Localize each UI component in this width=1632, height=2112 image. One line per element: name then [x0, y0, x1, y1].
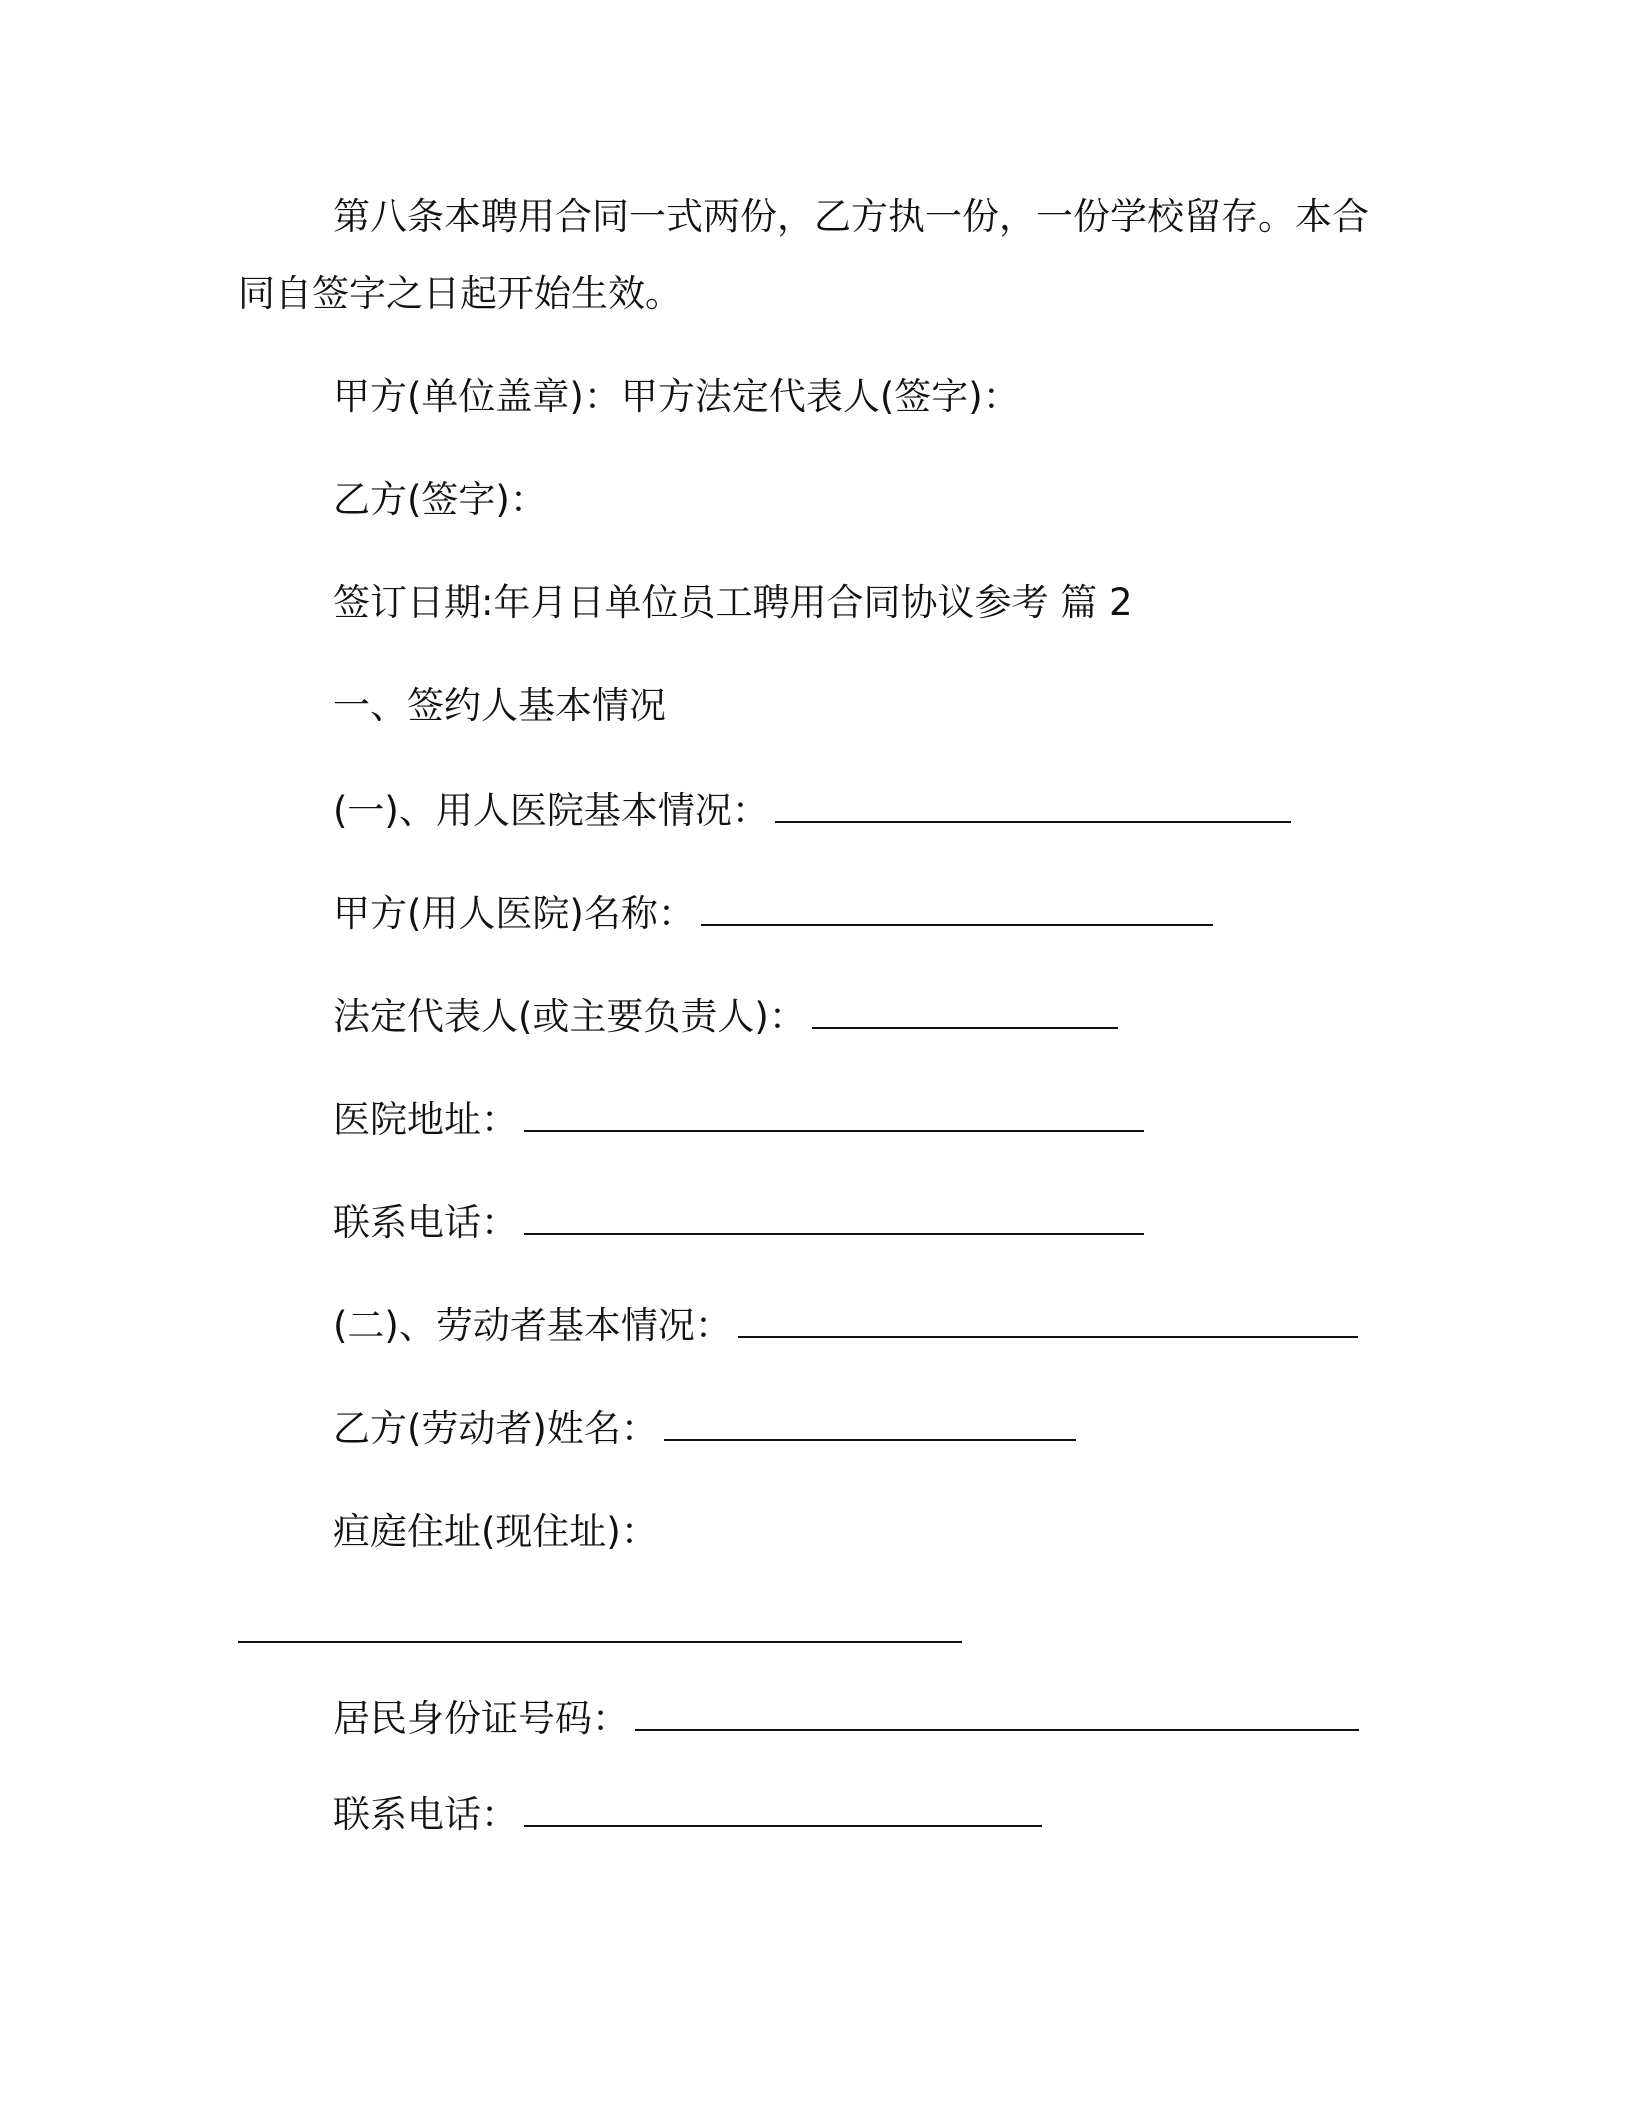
- hospital-info-label: (一)、用人医院基本情况：: [333, 789, 769, 832]
- worker-info-label: (二)、劳动者基本情况：: [333, 1304, 732, 1347]
- hospital-address-blank[interactable]: [524, 1130, 1144, 1132]
- worker-phone-row: [333, 1793, 1042, 1836]
- hospital-info-row: [333, 789, 1291, 832]
- party-b-signature-line: 乙方(签字)：: [333, 478, 547, 521]
- hospital-phone-label: 联系电话：: [333, 1201, 518, 1244]
- worker-info-row: [333, 1304, 1358, 1347]
- legal-rep-blank[interactable]: [812, 1027, 1118, 1029]
- home-address-row: [238, 1612, 962, 1649]
- party-a-signature-line: 甲方(单位盖章)：甲方法定代表人(签字)：: [333, 375, 1020, 418]
- id-number-label: 居民身份证号码：: [333, 1697, 629, 1740]
- party-b-name-label: 乙方(劳动者)姓名：: [333, 1407, 658, 1450]
- legal-rep-row: [333, 995, 1118, 1038]
- party-a-name-row: [333, 892, 1213, 935]
- hospital-phone-row: [333, 1201, 1144, 1244]
- hospital-info-blank[interactable]: [775, 821, 1291, 823]
- legal-rep-label: 法定代表人(或主要负责人)：: [333, 995, 806, 1038]
- sign-date-heading: 签订日期:年月日单位员工聘用合同协议参考 篇 2: [333, 581, 1133, 624]
- party-a-name-label: 甲方(用人医院)名称：: [333, 892, 695, 935]
- section1-title: 一、签约人基本情况: [333, 684, 666, 727]
- hospital-address-row: [333, 1098, 1144, 1141]
- id-number-row: [333, 1697, 1359, 1740]
- article8-line2: 同自签字之日起开始生效。: [238, 272, 682, 315]
- party-b-name-row: [333, 1407, 1076, 1450]
- hospital-address-label: 医院地址：: [333, 1098, 518, 1141]
- party-a-name-blank[interactable]: [701, 924, 1213, 926]
- worker-phone-label: 联系电话：: [333, 1793, 518, 1836]
- article8-line1: 第八条本聘用合同一式两份，乙方执一份，一份学校留存。本合: [333, 195, 1369, 238]
- id-number-blank[interactable]: [635, 1729, 1359, 1731]
- worker-phone-blank[interactable]: [524, 1825, 1042, 1827]
- worker-info-blank[interactable]: [738, 1336, 1358, 1338]
- party-b-name-blank[interactable]: [664, 1439, 1076, 1441]
- home-address-label: 疸庭住址(现住址)：: [333, 1510, 658, 1553]
- home-address-blank[interactable]: [238, 1641, 962, 1643]
- hospital-phone-blank[interactable]: [524, 1233, 1144, 1235]
